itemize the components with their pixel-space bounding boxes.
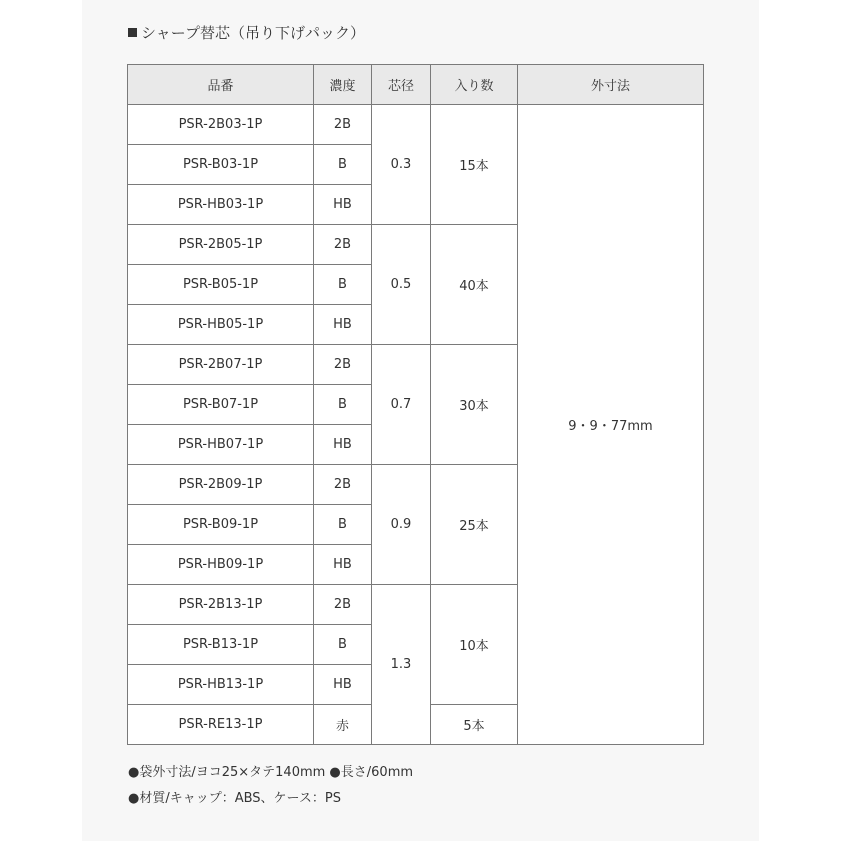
section-heading: [128, 22, 365, 43]
note-line: ●袋外寸法/ヨコ25×タテ140mm ●長さ/60mm: [128, 765, 414, 780]
header-count: 入り数: [431, 65, 518, 105]
cell-count: 30本: [431, 345, 518, 465]
cell-grade: B: [314, 625, 372, 665]
cell-product: PSR-RE13-1P: [128, 705, 314, 745]
cell-product: PSR-2B09-1P: [128, 465, 314, 505]
cell-product: PSR-2B07-1P: [128, 345, 314, 385]
cell-diameter: 1.3: [372, 585, 431, 745]
header-grade: 濃度: [314, 65, 372, 105]
cell-grade: HB: [314, 665, 372, 705]
cell-product: PSR-2B05-1P: [128, 225, 314, 265]
cell-product: PSR-B07-1P: [128, 385, 314, 425]
header-row: [128, 65, 704, 105]
cell-diameter: 0.9: [372, 465, 431, 585]
cell-grade: 2B: [314, 225, 372, 265]
cell-grade: 2B: [314, 465, 372, 505]
square-bullet-icon: [128, 28, 137, 37]
cell-grade: 2B: [314, 585, 372, 625]
header-product: 品番: [128, 65, 314, 105]
cell-product: PSR-HB09-1P: [128, 545, 314, 585]
cell-product: PSR-2B03-1P: [128, 105, 314, 145]
cell-count: 25本: [431, 465, 518, 585]
header-dimensions: 外寸法: [518, 65, 704, 105]
cell-count: 15本: [431, 105, 518, 225]
cell-count: 10本: [431, 585, 518, 705]
cell-dimensions: 9・9・77mm: [518, 105, 704, 745]
cell-grade: B: [314, 505, 372, 545]
cell-product: PSR-HB05-1P: [128, 305, 314, 345]
table-row: [128, 105, 704, 145]
cell-grade: 赤: [314, 705, 372, 745]
cell-grade: HB: [314, 185, 372, 225]
cell-product: PSR-2B13-1P: [128, 585, 314, 625]
cell-product: PSR-B09-1P: [128, 505, 314, 545]
cell-grade: B: [314, 385, 372, 425]
cell-product: PSR-B03-1P: [128, 145, 314, 185]
cell-diameter: 0.3: [372, 105, 431, 225]
cell-grade: HB: [314, 545, 372, 585]
note-line: ●材質/キャップ：ABS、ケース：PS: [128, 791, 341, 806]
notes: [128, 760, 413, 812]
cell-product: PSR-B13-1P: [128, 625, 314, 665]
cell-grade: 2B: [314, 105, 372, 145]
cell-product: PSR-HB07-1P: [128, 425, 314, 465]
cell-grade: HB: [314, 425, 372, 465]
cell-grade: HB: [314, 305, 372, 345]
spec-table: [127, 64, 704, 745]
cell-diameter: 0.7: [372, 345, 431, 465]
cell-count: 40本: [431, 225, 518, 345]
cell-grade: 2B: [314, 345, 372, 385]
heading-text: シャープ替芯（吊り下げパック）: [141, 24, 365, 42]
cell-grade: B: [314, 145, 372, 185]
cell-grade: B: [314, 265, 372, 305]
header-diameter: 芯径: [372, 65, 431, 105]
cell-product: PSR-HB13-1P: [128, 665, 314, 705]
cell-count: 5本: [431, 705, 518, 745]
cell-product: PSR-B05-1P: [128, 265, 314, 305]
cell-product: PSR-HB03-1P: [128, 185, 314, 225]
cell-diameter: 0.5: [372, 225, 431, 345]
